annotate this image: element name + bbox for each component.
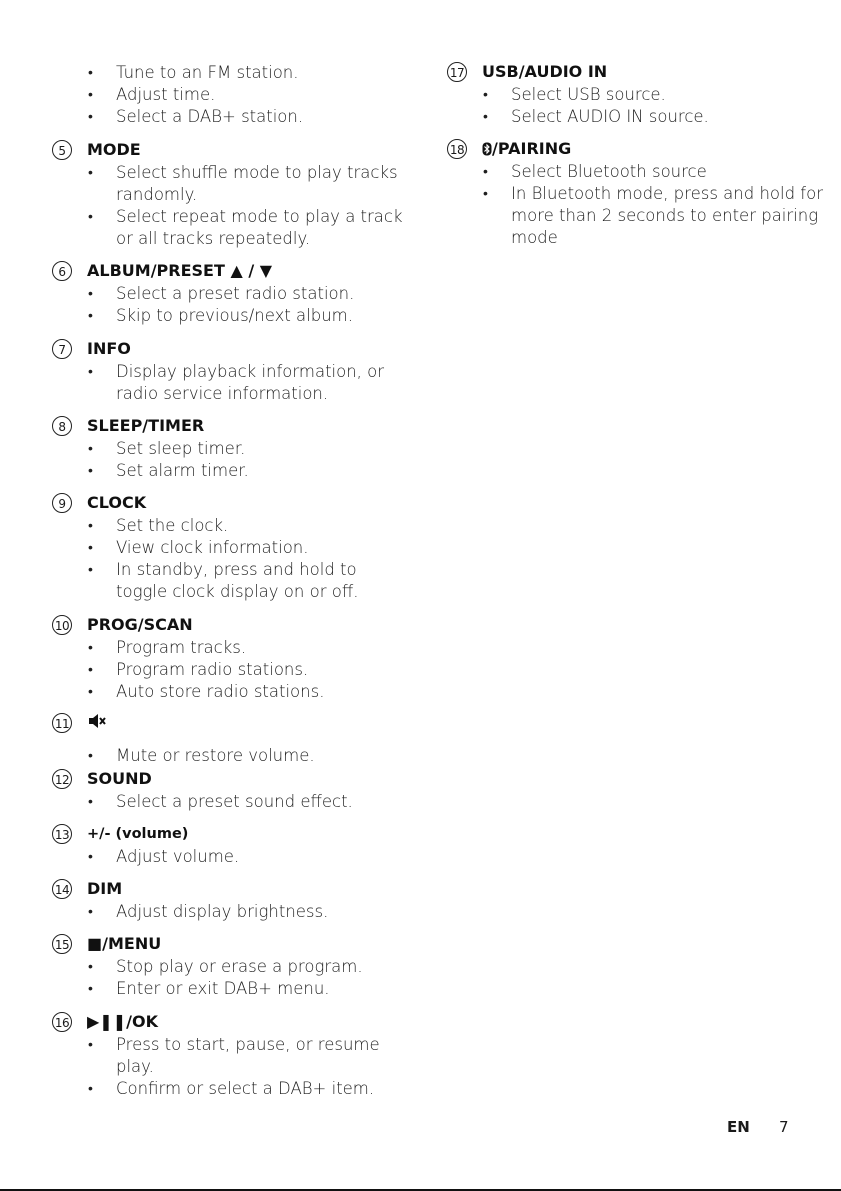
bluetooth-icon xyxy=(482,141,492,161)
sleep-timer-section xyxy=(50,416,410,482)
list-item: • Enter or exit DAB+ menu. xyxy=(88,979,330,998)
list-item: • Select AUDIO IN source. xyxy=(483,107,709,126)
section-title: INFO xyxy=(87,339,131,358)
album-preset-section xyxy=(50,261,410,327)
pairing-title xyxy=(482,139,571,161)
stop-menu-section xyxy=(50,934,410,1000)
item-number: 12 xyxy=(52,769,72,789)
volume-section xyxy=(50,824,410,868)
item-number: 9 xyxy=(52,493,72,513)
intro-section xyxy=(50,62,410,128)
list-item: • Select a preset sound effect. xyxy=(88,792,353,811)
section-title: PROG/SCAN xyxy=(87,615,193,634)
list-item: • In standby, press and hold to toggle clock display on or off. xyxy=(88,560,359,601)
prog-scan-section xyxy=(50,615,410,703)
list-item: • Select repeat mode to play a track or all tracks repeatedly. xyxy=(88,207,403,248)
list-item: • Select shuffle mode to play tracks randomly. xyxy=(88,163,398,204)
sound-section xyxy=(50,769,410,813)
info-section xyxy=(50,339,410,405)
item-number: 18 xyxy=(447,139,467,159)
item-number: 14 xyxy=(52,879,72,899)
section-title: SLEEP/TIMER xyxy=(87,416,205,435)
list-item: • Select a preset radio station. xyxy=(88,284,355,303)
item-number: 17 xyxy=(447,62,467,82)
item-number: 15 xyxy=(52,934,72,954)
clock-section xyxy=(50,493,410,603)
list-item: • Set alarm timer. xyxy=(88,461,249,480)
item-number: 8 xyxy=(52,416,72,436)
language-label: EN xyxy=(727,1118,750,1136)
list-item: • Program tracks. xyxy=(88,638,247,657)
list-item: • Press to start, pause, or resume play. xyxy=(88,1035,380,1076)
section-title: ■/MENU xyxy=(87,934,162,953)
section-title: +/- (volume) xyxy=(87,826,189,842)
mode-section xyxy=(50,140,410,250)
item-number: 5 xyxy=(52,140,72,160)
list-item: • View clock information. xyxy=(88,538,309,557)
usb-audio-section xyxy=(445,62,825,128)
play-ok-section xyxy=(50,1012,410,1100)
section-title: ALBUM/PRESET ▲ / ▼ xyxy=(87,261,273,280)
list-item: • Program radio stations. xyxy=(88,660,309,679)
section-title: DIM xyxy=(87,879,123,898)
item-number: 6 xyxy=(52,261,72,281)
list-item: • Set the clock. xyxy=(88,516,229,535)
list-item: • Select Bluetooth source xyxy=(483,162,707,181)
section-title: ▶❚❚/OK xyxy=(87,1012,158,1031)
list-item: • Adjust time. xyxy=(88,85,216,104)
dim-section xyxy=(50,879,410,923)
mute-speaker-icon xyxy=(87,711,107,736)
section-title: MODE xyxy=(87,140,141,159)
list-item: • Adjust display brightness. xyxy=(88,902,329,921)
item-number: 13 xyxy=(52,824,72,844)
list-item: • Confirm or select a DAB+ item. xyxy=(88,1079,375,1098)
list-item: • Tune to an FM station. xyxy=(88,63,299,82)
item-number: 11 xyxy=(52,713,72,733)
section-title: CLOCK xyxy=(87,493,147,512)
list-item: • Auto store radio stations. xyxy=(88,682,325,701)
item-number: 10 xyxy=(52,615,72,635)
list-item: • Select USB source. xyxy=(483,85,666,104)
item-number: 16 xyxy=(52,1012,72,1032)
section-title: /PAIRING xyxy=(492,139,572,158)
list-item: • Set sleep timer. xyxy=(88,439,246,458)
list-item: • Select a DAB+ station. xyxy=(88,107,304,126)
list-item: • Mute or restore volume. xyxy=(88,746,315,765)
list-item: • Stop play or erase a program. xyxy=(88,957,363,976)
page-number: 7 xyxy=(779,1118,789,1136)
item-number: 7 xyxy=(52,339,72,359)
list-item: • Display playback information, or radio service information. xyxy=(88,362,385,403)
section-title: USB/AUDIO IN xyxy=(482,62,608,81)
list-item: • Adjust volume. xyxy=(88,847,240,866)
section-title: SOUND xyxy=(87,769,152,788)
pairing-section xyxy=(445,139,825,249)
list-item: • In Bluetooth mode, press and hold for more than 2 seconds to enter pairing mode xyxy=(483,184,823,247)
mute-section xyxy=(50,713,410,767)
list-item: • Skip to previous/next album. xyxy=(88,306,353,325)
